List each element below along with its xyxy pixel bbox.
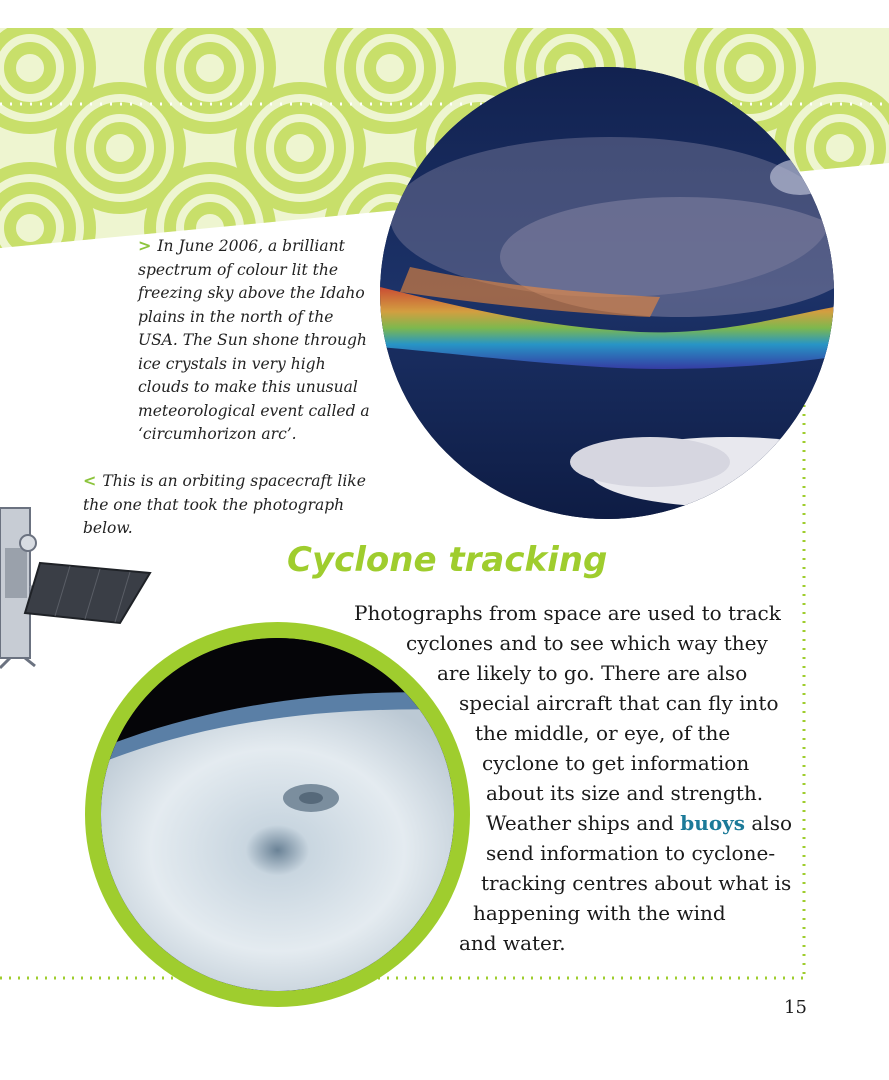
arc-caption-text: In June 2006, a brilliant spectrum of colour lit the freezing sky above the Idaho plains in the north of the USA. The Sun shone through ice crystals in very high clouds to make this unusual meteorological event called a ‘circumhorizon arc’. (138, 237, 370, 443)
body-line: and water. (459, 931, 566, 955)
body-line-start: Weather ships and (486, 811, 674, 835)
section-heading: Cyclone tracking (287, 540, 608, 580)
body-line-with-keyword (486, 810, 792, 836)
keyword-buoys[interactable]: buoys (680, 811, 746, 835)
satellite-caption-text: This is an orbiting spacecraft like the one that took the photograph below. (83, 472, 366, 537)
body-line: tracking centres about what is (481, 871, 792, 895)
body-line: cyclone to get information (482, 751, 750, 775)
body-line: Photographs from space are used to track (354, 601, 781, 625)
body-line: are likely to go. There are also (437, 661, 748, 685)
body-line: special aircraft that can fly into (459, 691, 779, 715)
body-line: about its size and strength. (486, 781, 764, 805)
body-line-end: also (751, 811, 793, 835)
caption-arrow-right: > (138, 236, 152, 255)
page-number: 15 (784, 997, 807, 1018)
body-line: send information to cyclone- (486, 841, 776, 865)
caption-arrow-left: < (83, 471, 97, 490)
body-line: the middle, or eye, of the (475, 721, 731, 745)
body-line: happening with the wind (473, 901, 726, 925)
body-line: cyclones and to see which way they (406, 631, 768, 655)
